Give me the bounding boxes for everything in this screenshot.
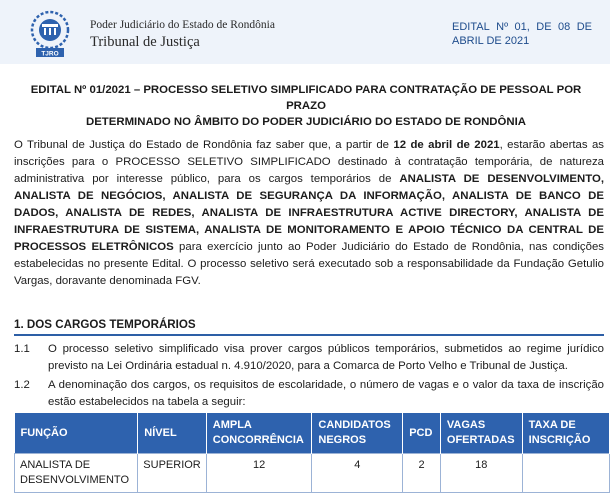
- ref-word: 01,: [514, 21, 530, 33]
- table-header: FUNÇÃO: [15, 413, 138, 454]
- intro-date: 12 de abril de 2021: [393, 139, 500, 151]
- intro-text: O Tribunal de Justiça do Estado de Rondônia faz saber que, a partir de: [14, 139, 394, 151]
- table-header: NÍVEL: [138, 413, 206, 454]
- logo-text: TJRO: [41, 50, 59, 58]
- intro-paragraph: [14, 137, 604, 290]
- table-cell: SUPERIOR: [138, 454, 206, 493]
- ref-word: EDITAL: [452, 21, 490, 33]
- document-header: [0, 0, 610, 64]
- document-title-line1: EDITAL Nº 01/2021 – PROCESSO SELETIVO SIMPLIFICADO PARA CONTRATAÇÃO DE PESSOAL POR PRAZO: [30, 84, 582, 112]
- table-row: [15, 454, 610, 493]
- table-header: VAGAS OFERTADAS: [440, 413, 522, 454]
- table-header: CANDIDATOS NEGROS: [312, 413, 403, 454]
- document-title-line2: DETERMINADO NO ÂMBITO DO PODER JUDICIÁRIO DO ESTADO DE RONDÔNIA: [85, 116, 527, 128]
- court-name-line2: Tribunal de Justiça: [90, 34, 200, 50]
- ref-word: DE: [576, 21, 592, 33]
- edital-reference-line1: [452, 20, 592, 34]
- document-title: [20, 82, 592, 130]
- edital-reference-line2: ABRIL DE 2021: [452, 35, 530, 47]
- court-name-line1: Poder Judiciário do Estado de Rondônia: [90, 19, 275, 31]
- table-cell: 2: [403, 454, 441, 493]
- item-number: 1.1: [14, 343, 30, 355]
- table-cell: 4: [312, 454, 403, 493]
- edital-reference: [452, 20, 592, 48]
- item-number: 1.2: [14, 379, 30, 391]
- ref-word: DE: [536, 21, 552, 33]
- ref-word: 08: [558, 21, 571, 33]
- table-header-row: [15, 413, 610, 454]
- table-cell: 18: [440, 454, 522, 493]
- table-header: TAXA DE INSCRIÇÃO: [522, 413, 609, 454]
- table-cell: ANALISTA DE DESENVOLVIMENTO: [15, 454, 138, 493]
- table-cell: [522, 454, 609, 493]
- item-text: O processo seletivo simplificado visa prover cargos públicos temporários, submetidos ao regime jurídico previsto na Lei Ordinária estadual n. 4.910/2020, para a Comarca de Porto Velho e Tribunal de Justiça.: [48, 343, 604, 372]
- court-seal-logo: [27, 10, 73, 60]
- intro-text: para exercício junto ao Poder Judiciário do Estado de Rondônia, nas condições estabelecidas no presente Edital. O processo seletivo será executado sob a responsabilidade da Fundação Getulio Vargas, doravante denominada FGV.: [14, 241, 604, 287]
- ref-word: Nº: [496, 21, 509, 33]
- table-header: AMPLA CONCORRÊNCIA: [206, 413, 312, 454]
- item-text: A denominação dos cargos, os requisitos de escolaridade, o número de vagas e o valor da taxa de inscrição estão estabelecidos na tabela a seguir:: [48, 379, 604, 408]
- positions-table: [14, 413, 610, 493]
- section-title: 1. DOS CARGOS TEMPORÁRIOS: [14, 318, 604, 336]
- table-cell: 12: [206, 454, 312, 493]
- intro-positions: ANALISTA DE DESENVOLVIMENTO, ANALISTA DE NEGÓCIOS, ANALISTA DE SEGURANÇA DA INFORMAÇÃO, ANALISTA DE BANCO DE DADOS, ANALISTA DE REDES, ANALISTA DE INFRAESTRUTURA ACTIVE DIRECTORY, ANALISTA DE INFRAESTRUTURA DE SISTEMA, ANALISTA DE MONITORAMENTO E APOIO TÉCNICO DA CENTRAL DE PROCESSOS ELETRÔNICOS: [14, 173, 604, 253]
- table-header: PCD: [403, 413, 441, 454]
- intro-text: , estarão abertas as inscrições para o PROCESSO SELETIVO SIMPLIFICADO destinado à contratação temporária, de natureza administrativa por interesse público, para os cargos temporários de: [14, 139, 604, 185]
